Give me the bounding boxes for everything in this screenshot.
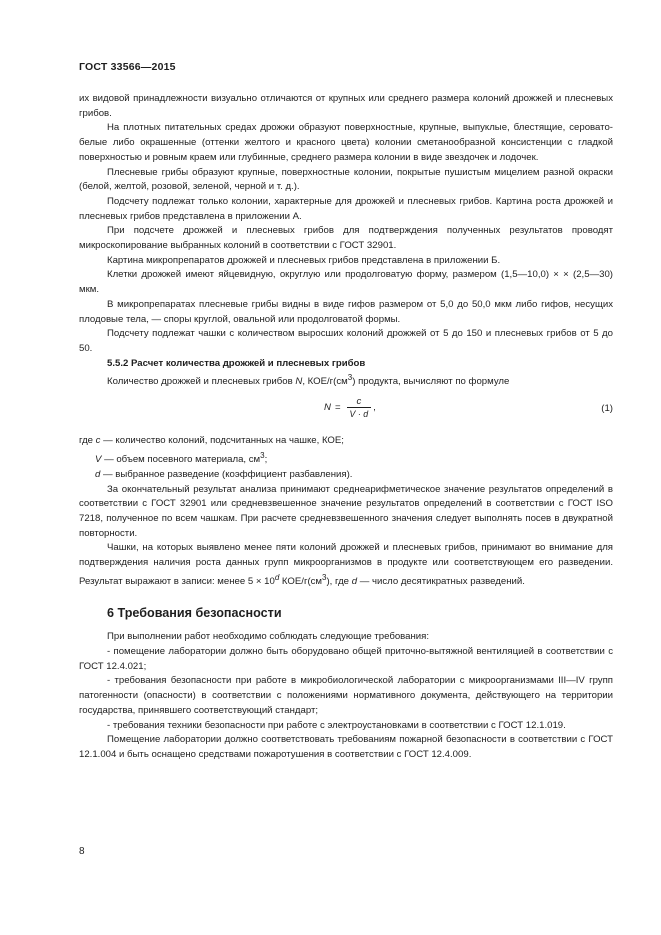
definition-v: V — объем посевного материала, $см^3$;: [95, 450, 268, 466]
page-number: 8: [79, 846, 85, 857]
formula-numerator: c: [356, 396, 362, 408]
page-body: [79, 92, 613, 763]
paragraph: их видовой принадлежности визуально отличаются от крупных или среднего размера колоний дрожжей и плесневых грибов.: [79, 93, 613, 119]
paragraph: Помещение лаборатории должно соответствовать требованиям пожарной безопасности в соответствии с ГОСТ 12.1.004 и быть оснащено средствами пожаротушения в соответствии с ГОСТ 12.4.009.: [79, 734, 613, 760]
section-title: 6 Требования безопасности: [107, 605, 282, 620]
paragraph: На плотных питательных средах дрожжи образуют поверхностные, крупные, выпуклые, блестящие, серовато-белые либо окрашенные (оттенки желтого и красного цвета) колонии сметанообразной консистенции с гладкой поверхностью и ровным краем или глубинные, среднего размера колонии в виде звездочек и лодочек.: [79, 122, 613, 163]
definition-d: d — выбранное разведение (коэффициент разбавления).: [95, 468, 353, 480]
list-item: - требования техники безопасности при работе с электроустановками в соответствии с ГОСТ 12.1.019.: [107, 719, 566, 731]
paragraph: Клетки дрожжей имеют яйцевидную, округлую или продолговатую форму, размером (1,5—10,0) × × (2,5—30) мкм.: [79, 269, 613, 296]
paragraph: В микропрепаратах плесневые грибы видны в виде гифов размером от 5,0 до 50,0 мкм либо гифов, несущих плодовые тела, — споры круглой, овальной или продолговатой формы.: [79, 298, 613, 325]
list-item: - помещение лаборатории должно быть оборудовано общей приточно-вытяжной вентиляцией в соответствии с ГОСТ 12.4.021;: [79, 646, 613, 672]
paragraph: Подсчету подлежат чашки с количеством выросших колоний дрожжей от 5 до 150 и плесневых грибов от 5 до 50.: [79, 328, 613, 354]
formula-eq: =: [334, 401, 341, 413]
document-header: ГОСТ 33566—2015: [79, 61, 176, 73]
formula-block: [79, 394, 613, 428]
paragraph: При подсчете дрожжей и плесневых грибов для подтверждения полученных результатов проводят микроскопирование выбранных колоний в соответствии с ГОСТ 32901.: [79, 225, 613, 252]
formula-intro: Количество дрожжей и плесневых грибов N, КОЕ/$г(см^3)$ продукта, вычисляют по формуле: [107, 373, 510, 388]
paragraph: Плесневые грибы образуют крупные, поверхностные колонии, покрытые пушистым мицелием разной окраски (белой, желтой, розовой, зеленой, черной и т. д.).: [79, 166, 613, 193]
definition-c: где c — количество колоний, подсчитанных на чашке, КОЕ;: [79, 435, 344, 447]
paragraph: Подсчету подлежат только колонии, характерные для дрожжей и плесневых грибов. Картина роста дрожжей и плесневых грибов представлена в приложении А.: [79, 195, 613, 222]
list-item: - требования безопасности при работе в микробиологической лаборатории с микроорганизмами III—IV групп патогенности (опасности) в соответствии с положениями нормативного документа, действующего на территории государства, принявшего соответствующий стандарт;: [79, 675, 613, 716]
paragraph: При выполнении работ необходимо соблюдать следующие требования:: [107, 631, 430, 643]
subsection-title: 5.5.2 Расчет количества дрожжей и плесневых грибов: [107, 357, 366, 369]
formula-fraction: [347, 396, 372, 420]
paragraph: Чашки, на которых выявлено менее пяти колоний дрожжей и плесневых грибов, принимают во внимание для подтверждения наличия роста данных групп микроорганизмов в продукте или соответствующем его разведении. Результат выражают в записи: менее $5 \times 10^d$ КОЕ/$г(см^3)$, где d — число десятикратных разведений.: [79, 542, 613, 587]
formula-trail: ,: [373, 401, 376, 413]
paragraph: За окончательный результат анализа принимают среднеарифметическое значение результатов определений в соответствии с ГОСТ 32901 или средневзвешенное значение результатов определений в соответствии с ГОСТ ISO 7218, полученное по всем чашкам. При расчете средневзвешенного значения следует выполнять посев в двукратной повторности.: [79, 483, 613, 539]
formula: [324, 396, 376, 420]
paragraph: Картина микропрепаратов дрожжей и плесневых грибов представлена в приложении Б.: [107, 254, 501, 266]
formula-number: (1): [601, 403, 613, 415]
formula-lhs: N: [324, 401, 331, 413]
formula-denominator: V · d: [349, 409, 369, 420]
